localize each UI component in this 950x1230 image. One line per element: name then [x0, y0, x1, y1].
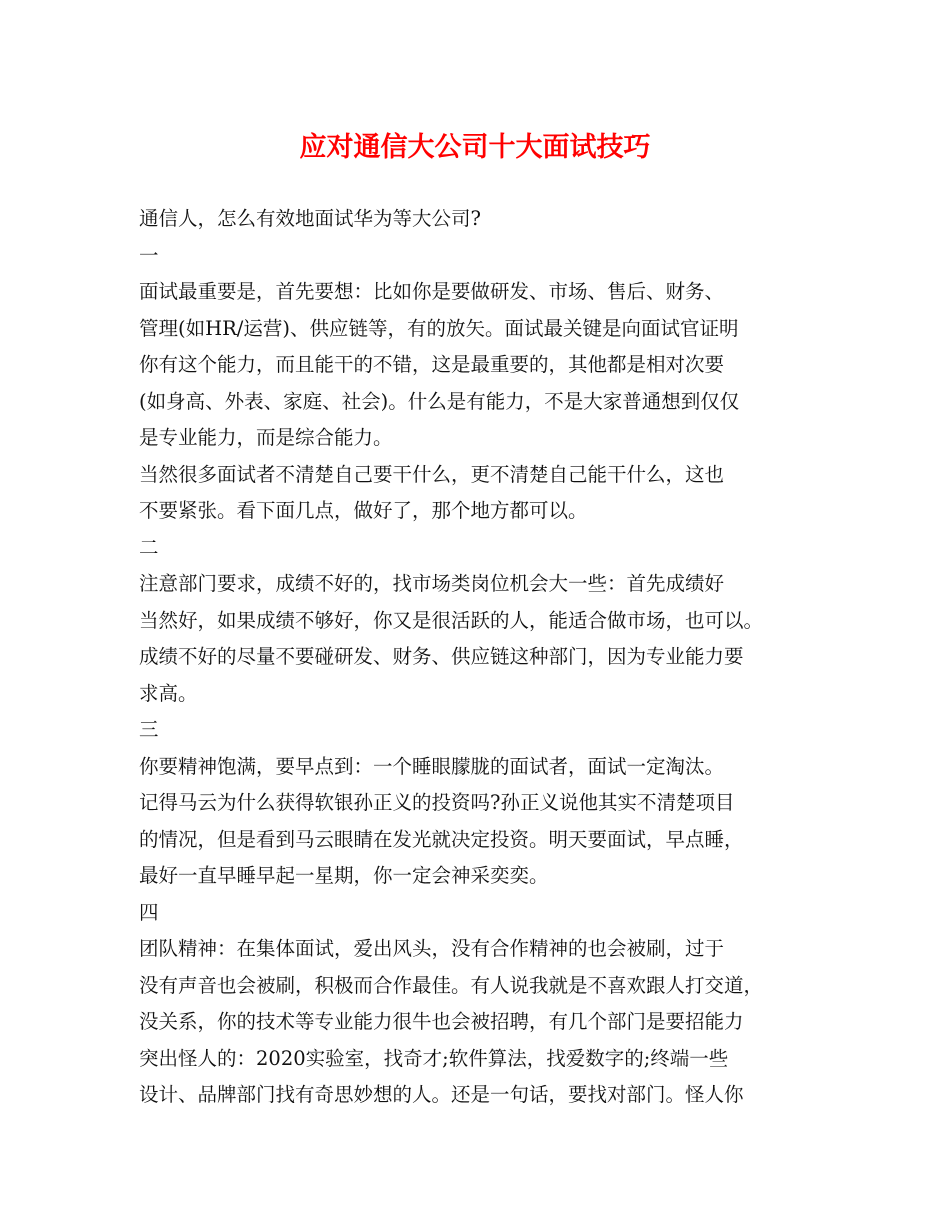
- text-line: 管理(如HR/运营)、供应链等，有的放矢。面试最关键是向面试官证明: [139, 316, 739, 340]
- text-line: 当然很多面试者不清楚自己要干什么，更不清楚自己能干什么，这也: [139, 462, 725, 486]
- text-line: 突出怪人的：2020实验室，找奇才;软件算法，找爱数字的;终端一些: [139, 1046, 729, 1070]
- text-line: (如身高、外表、家庭、社会)。什么是有能力，不是大家普通想到仅仅: [139, 389, 740, 413]
- text-line: 当然好，如果成绩不够好，你又是很活跃的人，能适合做市场，也可以。: [139, 608, 764, 632]
- text-line: 设计、品牌部门找有奇思妙想的人。还是一句话，要找对部门。怪人你: [139, 1083, 744, 1106]
- text-line: 二: [139, 535, 159, 559]
- text-line: 是专业能力，而是综合能力。: [139, 426, 393, 449]
- text-line: 最好一直早睡早起一星期，你一定会神采奕奕。: [139, 864, 549, 887]
- text-line: 团队精神：在集体面试，爱出风头，没有合作精神的也会被刷，过于: [139, 937, 725, 960]
- text-line: 记得马云为什么获得软银孙正义的投资吗?孙正义说他其实不清楚项目: [139, 791, 735, 814]
- text-line: 你要精神饱满，要早点到：一个睡眼朦胧的面试者，面试一定淘汰。: [139, 754, 725, 778]
- text-line: 不要紧张。看下面几点，做好了，那个地方都可以。: [139, 499, 588, 522]
- text-line: 你有这个能力，而且能干的不错，这是最重要的，其他都是相对次要: [139, 353, 725, 376]
- document-title: 应对通信大公司十大面试技巧: [299, 132, 651, 163]
- text-line: 没关系，你的技术等专业能力很牛也会被招聘，有几个部门是要招能力: [139, 1010, 744, 1033]
- text-line: 的情况，但是看到马云眼睛在发光就决定投资。明天要面试，早点睡，: [139, 827, 744, 851]
- text-line: 三: [139, 718, 159, 741]
- text-line: 注意部门要求，成绩不好的，找市场类岗位机会大一些：首先成绩好: [139, 572, 725, 595]
- text-line: 没有声音也会被刷，积极而合作最佳。有人说我就是不喜欢跟人打交道，: [139, 973, 764, 997]
- text-line: 求高。: [139, 681, 198, 705]
- text-line: 面试最重要是，首先要想：比如你是要做研发、市场、售后、财务、: [139, 280, 725, 303]
- text-line: 四: [139, 900, 159, 924]
- text-line: 通信人，怎么有效地面试华为等大公司?: [139, 207, 481, 230]
- text-line: 成绩不好的尽量不要碰研发、财务、供应链这种部门，因为专业能力要: [139, 645, 744, 668]
- text-line: 一: [139, 243, 159, 267]
- document-body: [139, 201, 819, 1114]
